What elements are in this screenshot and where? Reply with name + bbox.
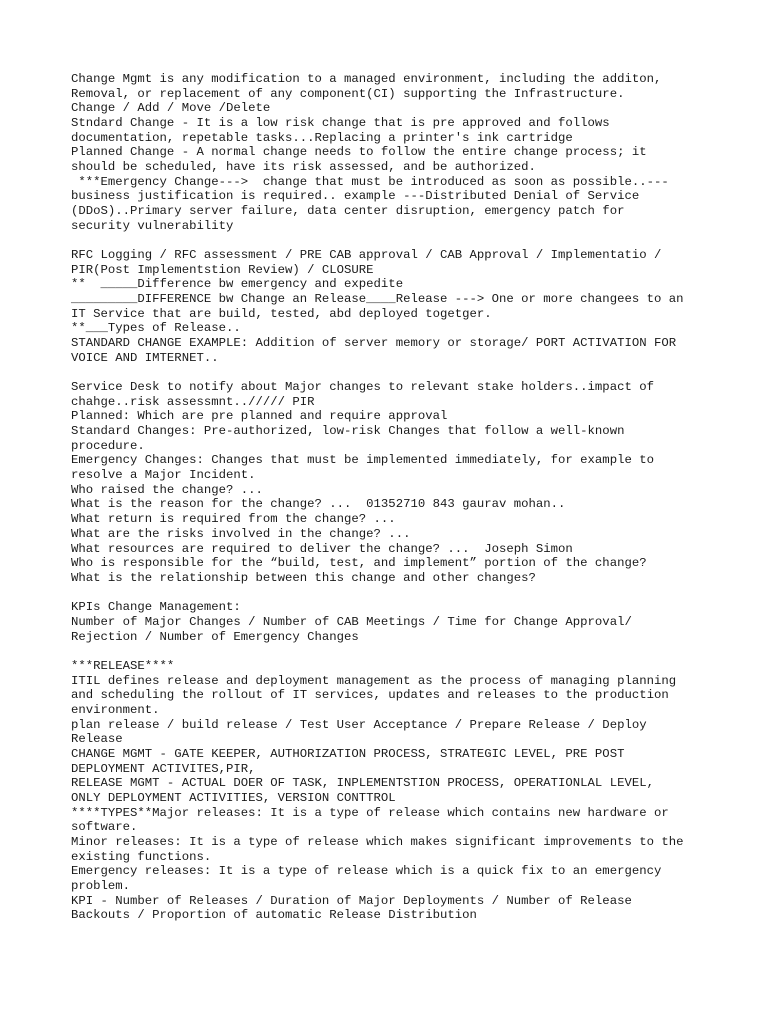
text-line: IT Service that are build, tested, abd deployed togetger. [71, 306, 492, 321]
text-line: and scheduling the rollout of IT services, updates and releases to the production [71, 688, 669, 703]
text-line: Release [71, 732, 123, 747]
document-body [71, 72, 711, 923]
text-line: RELEASE MGMT - ACTUAL DOER OF TASK, INPLEMENTSTION PROCESS, OPERATIONLAL LEVEL, [71, 776, 654, 791]
text-line: Service Desk to notify about Major changes to relevant stake holders..impact of [71, 380, 654, 395]
text-line: Standard Changes: Pre-authorized, low-risk Changes that follow a well-known [71, 424, 625, 439]
text-line: problem. [71, 878, 131, 893]
text-line: Planned Change - A normal change needs to follow the entire change process; it [71, 145, 647, 160]
text-line: Planned: Which are pre planned and require approval [71, 409, 448, 424]
text-line: Number of Major Changes / Number of CAB Meetings / Time for Change Approval/ [71, 614, 632, 629]
text-line: environment. [71, 702, 160, 717]
text-line: Rejection / Number of Emergency Changes [71, 629, 359, 644]
text-line: What is the reason for the change? ... 01352710 843 gaurav mohan.. [71, 497, 566, 512]
text-line [71, 233, 711, 248]
text-line: Emergency releases: It is a type of release which is a quick fix to an emergency [71, 864, 662, 879]
text-line: Who raised the change? ... [71, 482, 263, 497]
text-line: STANDARD CHANGE EXAMPLE: Addition of server memory or storage/ PORT ACTIVATION FOR [71, 336, 677, 351]
text-line: should be scheduled, have its risk assessed, and be authorized. [71, 160, 536, 175]
text-line [71, 644, 711, 659]
text-line: security vulnerability [71, 218, 234, 233]
text-line: What resources are required to deliver the change? ... Joseph Simon [71, 541, 573, 556]
text-line: procedure. [71, 438, 145, 453]
text-line: KPI - Number of Releases / Duration of Major Deployments / Number of Release [71, 893, 632, 908]
text-line: ****TYPES**Major releases: It is a type of release which contains new hardware or [71, 805, 669, 820]
text-line: **___Types of Release.. [71, 321, 241, 336]
text-line: CHANGE MGMT - GATE KEEPER, AUTHORIZATION PROCESS, STRATEGIC LEVEL, PRE POST [71, 746, 625, 761]
text-line: Stndard Change - It is a low risk change that is pre approved and follows [71, 116, 610, 131]
text-line: What return is required from the change? ... [71, 512, 396, 527]
text-line: What are the risks involved in the change? ... [71, 526, 411, 541]
text-line: ** _____Difference bw emergency and expedite [71, 277, 404, 292]
text-line: documentation, repetable tasks...Replacing a printer's ink cartridge [71, 130, 573, 145]
text-line: RFC Logging / RFC assessment / PRE CAB approval / CAB Approval / Implementatio / [71, 248, 662, 263]
text-line: Change Mgmt is any modification to a managed environment, including the additon, [71, 72, 662, 86]
text-line: Minor releases: It is a type of release which makes significant improvements to the [71, 834, 684, 849]
text-line: ***RELEASE**** [71, 658, 175, 673]
text-line: ONLY DEPLOYMENT ACTIVITIES, VERSION CONTTROL [71, 790, 396, 805]
text-line: Backouts / Proportion of automatic Release Distribution [71, 908, 477, 923]
text-line [71, 365, 711, 380]
text-line: software. [71, 820, 138, 835]
text-line: Change / Add / Move /Delete [71, 101, 271, 116]
text-line: DEPLOYMENT ACTIVITES,PIR, [71, 761, 256, 776]
text-line: plan release / build release / Test User Acceptance / Prepare Release / Deploy [71, 717, 647, 732]
text-line: business justification is required.. example ---Distributed Denial of Service [71, 189, 640, 204]
text-line: _________DIFFERENCE bw Change an Release____Release ---> One or more changees to an [71, 292, 684, 307]
text-line: PIR(Post Implementstion Review) / CLOSURE [71, 262, 374, 277]
text-line: KPIs Change Management: [71, 600, 241, 615]
text-line: Emergency Changes: Changes that must be implemented immediately, for example to [71, 453, 654, 468]
text-line: chahge..risk assessmnt..///// PIR [71, 394, 315, 409]
text-line: What is the relationship between this change and other changes? [71, 570, 536, 585]
text-line: existing functions. [71, 849, 212, 864]
text-line: Removal, or replacement of any component(CI) supporting the Infrastructure. [71, 86, 625, 101]
text-line: ***Emergency Change---> change that must be introduced as soon as possible..--- [71, 174, 669, 189]
text-line: Who is responsible for the “build, test, and implement” portion of the change? [71, 556, 647, 571]
text-line: VOICE AND IMTERNET.. [71, 350, 219, 365]
text-line [71, 586, 711, 601]
text-line: ITIL defines release and deployment management as the process of managing planning [71, 673, 677, 688]
text-line: (DDoS)..Primary server failure, data center disruption, emergency patch for [71, 204, 625, 219]
text-line: resolve a Major Incident. [71, 468, 256, 483]
